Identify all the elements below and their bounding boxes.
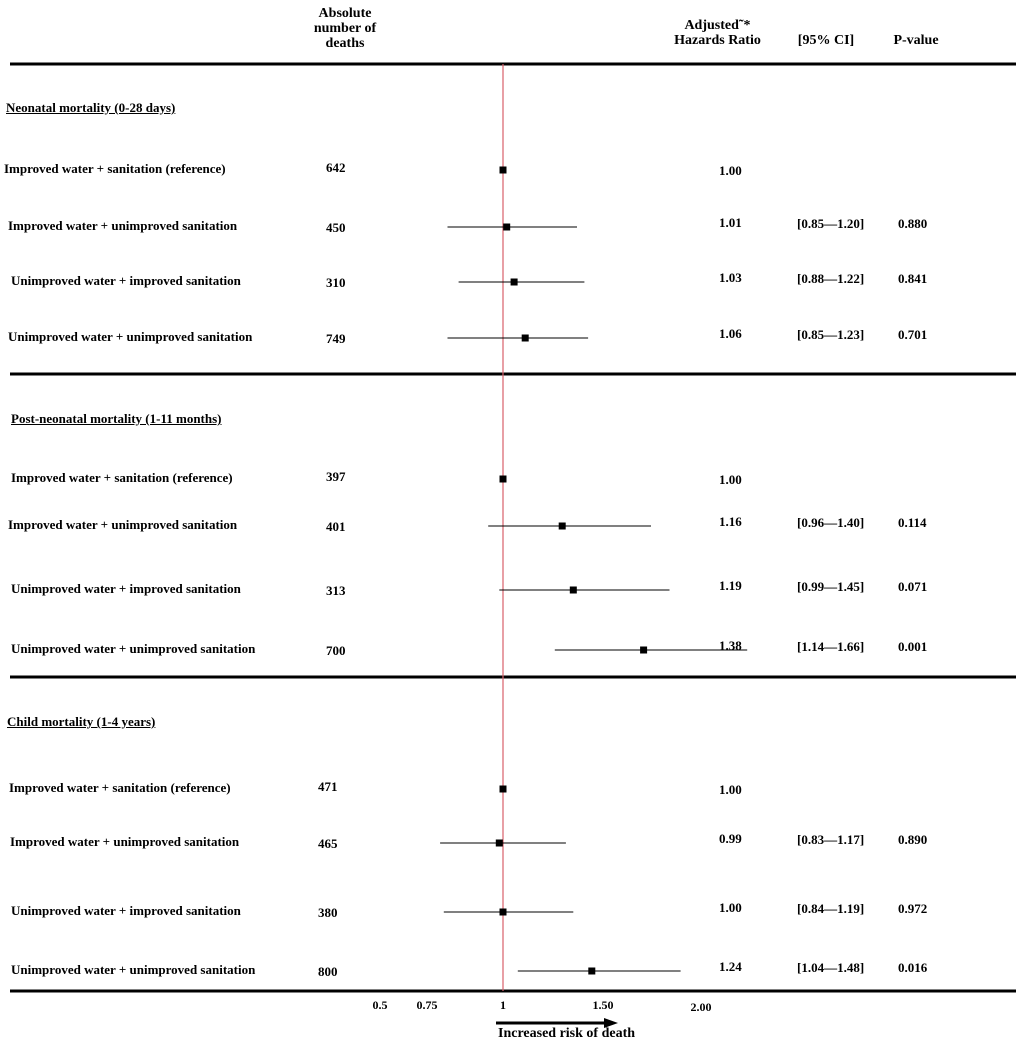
point-estimate bbox=[500, 167, 507, 174]
ci-value: [0.84—1.19] bbox=[797, 901, 865, 916]
row-label: Improved water + unimproved sanitation bbox=[10, 834, 240, 849]
point-estimate bbox=[522, 335, 529, 342]
hazard-ratio-value: 1.01 bbox=[719, 215, 742, 230]
ci-value: [0.85—1.20] bbox=[797, 216, 865, 231]
row-label: Improved water + sanitation (reference) bbox=[9, 780, 231, 795]
death-count: 465 bbox=[318, 836, 338, 851]
row-label: Unimproved water + improved sanitation bbox=[11, 581, 241, 596]
row-label: Unimproved water + unimproved sanitation bbox=[11, 962, 256, 977]
hazard-ratio-value: 0.99 bbox=[719, 831, 742, 846]
header-deaths: Absolute number of deaths bbox=[313, 6, 377, 51]
death-count: 450 bbox=[326, 220, 346, 235]
ci-value: [0.83—1.17] bbox=[797, 832, 865, 847]
death-count: 401 bbox=[326, 519, 346, 534]
death-count: 642 bbox=[326, 160, 346, 175]
hazard-ratio-value: 1.06 bbox=[719, 326, 742, 341]
ci-value: [0.99—1.45] bbox=[797, 579, 865, 594]
point-estimate bbox=[570, 587, 577, 594]
ci-value: [1.04—1.48] bbox=[797, 960, 865, 975]
point-estimate bbox=[511, 279, 518, 286]
row-label: Improved water + sanitation (reference) bbox=[11, 470, 233, 485]
p-value: 0.841 bbox=[898, 271, 928, 286]
hazard-ratio-value: 1.19 bbox=[719, 578, 742, 593]
hazard-ratio-value: 1.24 bbox=[719, 959, 742, 974]
death-count: 313 bbox=[326, 583, 346, 598]
point-estimate bbox=[588, 968, 595, 975]
p-value: 0.016 bbox=[898, 960, 928, 975]
ci-value: [0.88—1.22] bbox=[797, 271, 865, 286]
p-value: 0.001 bbox=[898, 639, 928, 654]
p-value: 0.701 bbox=[898, 327, 928, 342]
row-label: Unimproved water + improved sanitation bbox=[11, 273, 241, 288]
row-label: Unimproved water + improved sanitation bbox=[11, 903, 241, 918]
ci-value: [1.14—1.66] bbox=[797, 639, 865, 654]
death-count: 310 bbox=[326, 275, 346, 290]
p-value: 0.880 bbox=[898, 216, 928, 231]
point-estimate bbox=[496, 840, 503, 847]
death-count: 471 bbox=[318, 779, 338, 794]
x-tick-label: 2.00 bbox=[690, 1000, 712, 1014]
ci-value: [0.85—1.23] bbox=[797, 327, 865, 342]
hazard-ratio-value: 1.00 bbox=[719, 900, 742, 915]
section-title: Neonatal mortality (0-28 days) bbox=[6, 100, 176, 115]
p-value: 0.114 bbox=[898, 515, 927, 530]
hazard-ratio-value: 1.00 bbox=[719, 163, 742, 178]
hazard-ratio-value: 1.00 bbox=[719, 472, 742, 487]
x-axis-label: Increased risk of death bbox=[498, 1026, 636, 1041]
point-estimate bbox=[500, 476, 507, 483]
x-tick-label: 0.5 bbox=[372, 998, 388, 1012]
hazard-ratio-value: 1.00 bbox=[719, 782, 742, 797]
death-count: 749 bbox=[326, 331, 346, 346]
x-tick-label: 0.75 bbox=[416, 998, 438, 1012]
point-estimate bbox=[500, 786, 507, 793]
death-count: 700 bbox=[326, 643, 346, 658]
hazard-ratio-value: 1.16 bbox=[719, 514, 742, 529]
death-count: 380 bbox=[318, 905, 338, 920]
hazard-ratio-value: 1.03 bbox=[719, 270, 742, 285]
section-title: Child mortality (1-4 years) bbox=[7, 714, 156, 729]
header-ci: [95% CI] bbox=[797, 33, 855, 48]
death-count: 800 bbox=[318, 964, 338, 979]
row-label: Unimproved water + unimproved sanitation bbox=[11, 641, 256, 656]
header-p-value: P-value bbox=[893, 33, 939, 48]
death-count: 397 bbox=[326, 469, 346, 484]
point-estimate bbox=[503, 224, 510, 231]
header-hazards-ratio: Adjusted˜* Hazards Ratio bbox=[674, 18, 761, 48]
point-estimate bbox=[640, 647, 647, 654]
hazard-ratio-value: 1.38 bbox=[719, 638, 742, 653]
section-title: Post-neonatal mortality (1-11 months) bbox=[11, 411, 222, 426]
row-label: Unimproved water + unimproved sanitation bbox=[8, 329, 253, 344]
point-estimate bbox=[559, 523, 566, 530]
p-value: 0.890 bbox=[898, 832, 928, 847]
row-label: Improved water + unimproved sanitation bbox=[8, 218, 238, 233]
x-tick-label: 1.50 bbox=[592, 998, 614, 1012]
point-estimate bbox=[500, 909, 507, 916]
p-value: 0.972 bbox=[898, 901, 928, 916]
row-label: Improved water + sanitation (reference) bbox=[4, 161, 226, 176]
p-value: 0.071 bbox=[898, 579, 928, 594]
ci-value: [0.96—1.40] bbox=[797, 515, 865, 530]
x-tick-label: 1 bbox=[500, 998, 506, 1012]
row-label: Improved water + unimproved sanitation bbox=[8, 517, 238, 532]
